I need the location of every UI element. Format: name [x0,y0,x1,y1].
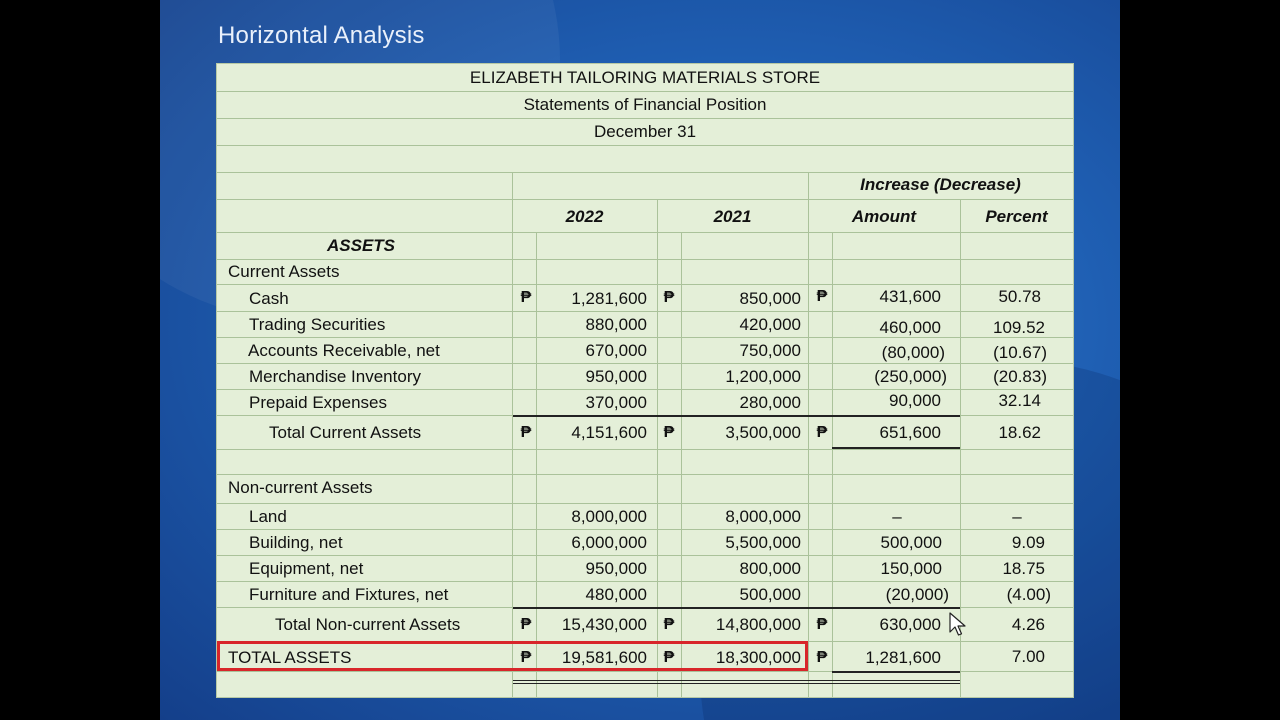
row-label: Prepaid Expenses [249,393,387,412]
value-2022: 15,430,000 [561,615,647,634]
row-label: Building, net [249,533,343,552]
change-percent: 32.14 [998,391,1041,410]
change-amount: 460,000 [879,318,941,337]
row-label: Equipment, net [249,559,364,578]
change-amount: 90,000 [889,391,941,410]
percent-header: Percent [985,207,1048,226]
change-percent: 18.75 [1002,559,1045,578]
value-2021: 800,000 [739,559,801,578]
value-2022: 670,000 [585,341,647,360]
assets-heading: ASSETS [327,236,396,255]
change-percent: 50.78 [998,287,1041,306]
change-amount: 651,600 [879,423,941,442]
row-label: Merchandise Inventory [249,367,421,386]
change-percent: (10.67) [993,343,1047,362]
value-2021: 1,200,000 [725,367,801,386]
peso-sign: ₱ [816,616,828,633]
peso-sign: ₱ [520,289,532,306]
change-amount: 150,000 [880,559,942,578]
value-2022: 950,000 [585,559,647,578]
value-2021: 8,000,000 [725,507,801,526]
value-2021: 280,000 [739,393,801,412]
value-2022: 19,581,600 [561,648,647,667]
peso-sign: ₱ [663,424,675,441]
value-2021: 14,800,000 [715,615,801,634]
year-2021-header: 2021 [713,207,752,226]
row-label: Accounts Receivable, net [248,341,440,360]
change-amount: – [892,507,902,526]
change-percent: 7.00 [1011,647,1045,666]
value-2021: 18,300,000 [715,648,801,667]
mouse-cursor-icon [949,612,967,638]
peso-sign: ₱ [816,424,828,441]
current-assets-heading: Current Assets [228,262,340,281]
change-percent: (4.00) [1006,585,1051,604]
peso-sign: ₱ [520,616,532,633]
change-percent: 4.26 [1011,615,1045,634]
change-amount: (80,000) [881,343,945,362]
peso-sign: ₱ [816,649,828,666]
slide-title: Horizontal Analysis [218,22,425,49]
peso-sign: ₱ [663,649,675,666]
change-amount: (250,000) [874,367,947,386]
row-label: Total Current Assets [269,423,422,442]
value-2021: 3,500,000 [725,423,801,442]
value-2022: 880,000 [585,315,647,334]
increase-decrease-header: Increase (Decrease) [860,175,1021,194]
statement-name: Statements of Financial Position [523,95,767,114]
total-assets-highlight-box [217,641,808,671]
value-2022: 8,000,000 [571,507,647,526]
value-2022: 480,000 [585,585,647,604]
change-amount: 431,600 [879,287,941,306]
change-percent: (20.83) [993,367,1047,386]
value-2021: 5,500,000 [725,533,801,552]
value-2022: 6,000,000 [571,533,647,552]
change-amount: 630,000 [879,615,941,634]
peso-sign: ₱ [520,649,532,666]
noncurrent-assets-heading: Non-current Assets [228,478,373,497]
row-label: Trading Securities [249,315,386,334]
value-2022: 1,281,600 [571,289,647,308]
change-amount: 1,281,600 [865,648,941,667]
amount-header: Amount [851,207,917,226]
value-2022: 950,000 [585,367,647,386]
peso-sign: ₱ [663,289,675,306]
statement-date: December 31 [593,122,697,141]
row-label: Furniture and Fixtures, net [249,585,449,604]
financial-statement-table [216,63,1074,698]
value-2021: 420,000 [739,315,801,334]
change-percent: – [1012,507,1022,526]
change-amount: 500,000 [880,533,942,552]
year-2022-header: 2022 [565,207,604,226]
value-2022: 4,151,600 [571,423,647,442]
row-label: Total Non-current Assets [275,615,461,634]
change-percent: 9.09 [1011,533,1045,552]
company-name: ELIZABETH TAILORING MATERIALS STORE [469,68,821,87]
change-percent: 18.62 [998,423,1041,442]
peso-sign: ₱ [520,424,532,441]
change-amount: (20,000) [885,585,949,604]
value-2021: 500,000 [739,585,801,604]
row-label: TOTAL ASSETS [228,648,352,667]
peso-sign: ₱ [663,616,675,633]
peso-sign: ₱ [816,288,828,305]
row-label: Land [249,507,287,526]
value-2021: 750,000 [739,341,801,360]
value-2021: 850,000 [739,289,801,308]
value-2022: 370,000 [585,393,647,412]
change-percent: 109.52 [993,318,1045,337]
presentation-slide [160,0,1120,720]
row-label: Cash [249,289,289,308]
